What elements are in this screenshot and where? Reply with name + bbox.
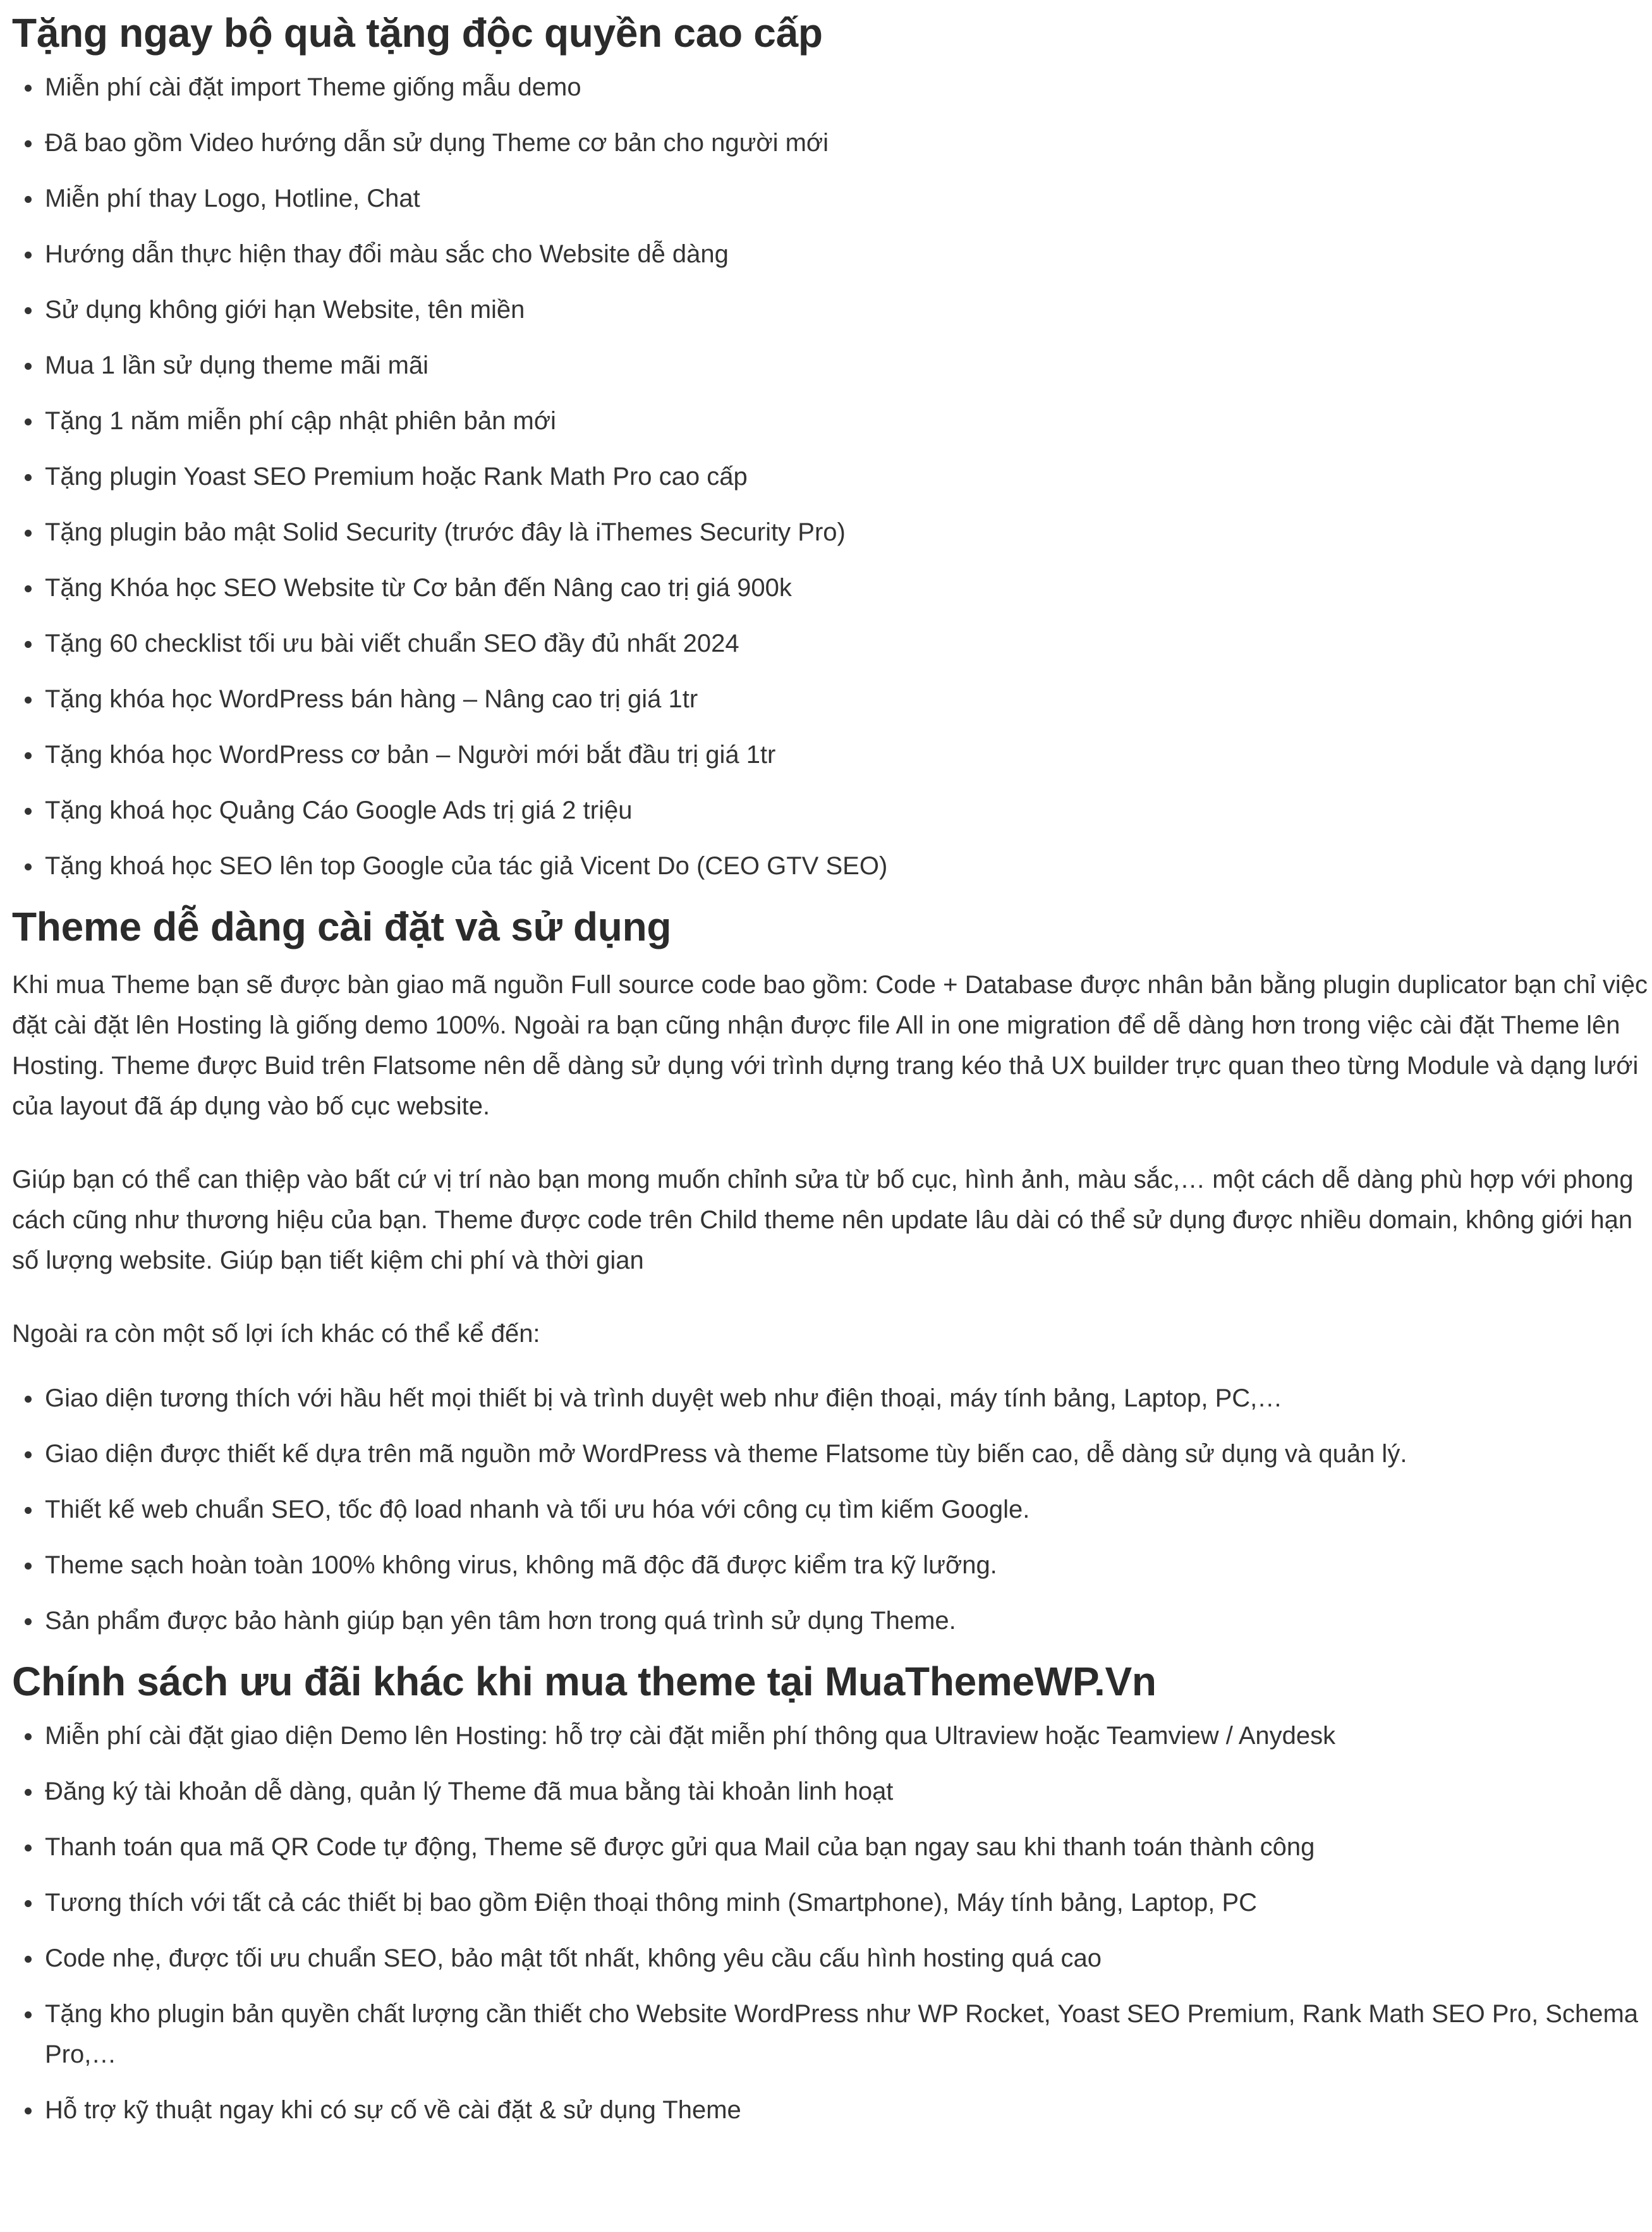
list-item: Tặng 1 năm miễn phí cập nhật phiên bản mới: [12, 401, 1652, 441]
list-item: Tương thích với tất cả các thiết bị bao gồm Điện thoại thông minh (Smartphone), Máy tính bảng, Laptop, PC: [12, 1882, 1652, 1923]
list-item: Theme sạch hoàn toàn 100% không virus, không mã độc đã được kiểm tra kỹ lưỡng.: [12, 1545, 1652, 1585]
list-item: Sản phẩm được bảo hành giúp bạn yên tâm hơn trong quá trình sử dụng Theme.: [12, 1601, 1652, 1641]
benefits-list: [12, 1378, 1652, 1641]
policy-list: [12, 1716, 1652, 2130]
list-item: Miễn phí cài đặt giao diện Demo lên Hosting: hỗ trợ cài đặt miễn phí thông qua Ultraview hoặc Teamview / Anydesk: [12, 1716, 1652, 1756]
list-item: Miễn phí thay Logo, Hotline, Chat: [12, 178, 1652, 219]
article-content: [0, 8, 1652, 2130]
list-item: Mua 1 lần sử dụng theme mãi mãi: [12, 345, 1652, 386]
list-item: Thanh toán qua mã QR Code tự động, Theme sẽ được gửi qua Mail của bạn ngay sau khi thanh toán thành công: [12, 1827, 1652, 1867]
list-item: Tặng plugin bảo mật Solid Security (trước đây là iThemes Security Pro): [12, 512, 1652, 552]
gifts-list: [12, 67, 1652, 886]
list-item: Đăng ký tài khoản dễ dàng, quản lý Theme đã mua bằng tài khoản linh hoạt: [12, 1771, 1652, 1812]
list-item: Tặng khoá học SEO lên top Google của tác giả Vicent Do (CEO GTV SEO): [12, 846, 1652, 886]
list-item: Tặng 60 checklist tối ưu bài viết chuẩn SEO đầy đủ nhất 2024: [12, 623, 1652, 664]
paragraph-source-code: Khi mua Theme bạn sẽ được bàn giao mã nguồn Full source code bao gồm: Code + Database được nhân bản bằng plugin duplicator bạn chỉ việc đặt cài đặt lên Hosting là giống demo 100%. Ngoài ra bạn cũng nhận được file All in one migration để dễ dàng hơn trong việc cài đặt Theme lên Hosting. Theme được Buid trên Flatsome nên dễ dàng sử dụng với trình dựng trang kéo thả UX builder trực quan theo từng Module và dạng lưới của layout đã áp dụng vào bố cục website.: [12, 971, 1648, 1120]
list-item: Tặng kho plugin bản quyền chất lượng cần thiết cho Website WordPress như WP Rocket, Yoast SEO Premium, Rank Math SEO Pro, Schema Pro,…: [12, 1994, 1652, 2075]
list-item: Thiết kế web chuẩn SEO, tốc độ load nhanh và tối ưu hóa với công cụ tìm kiếm Google.: [12, 1489, 1652, 1530]
paragraph-customization: Giúp bạn có thể can thiệp vào bất cứ vị trí nào bạn mong muốn chỉnh sửa từ bố cục, hình ảnh, màu sắc,… một cách dễ dàng phù hợp với phong cách cũng như thương hiệu của bạn. Theme được code trên Child theme nên update lâu dài có thể sử dụng được nhiều domain, không giới hạn số lượng website. Giúp bạn tiết kiệm chi phí và thời gian: [12, 1166, 1634, 1274]
list-item: Đã bao gồm Video hướng dẫn sử dụng Theme cơ bản cho người mới: [12, 123, 1652, 163]
list-item: Hướng dẫn thực hiện thay đổi màu sắc cho Website dễ dàng: [12, 234, 1652, 274]
section-heading-theme: Theme dễ dàng cài đặt và sử dụng: [12, 904, 672, 949]
list-item: Tặng plugin Yoast SEO Premium hoặc Rank Math Pro cao cấp: [12, 456, 1652, 497]
section-heading-gifts: Tặng ngay bộ quà tặng độc quyền cao cấp: [12, 10, 823, 56]
list-item: Sử dụng không giới hạn Website, tên miền: [12, 290, 1652, 330]
paragraph-benefits-intro: Ngoài ra còn một số lợi ích khác có thể kể đến:: [12, 1320, 540, 1348]
list-item: Giao diện được thiết kế dựa trên mã nguồn mở WordPress và theme Flatsome tùy biến cao, dễ dàng sử dụng và quản lý.: [12, 1434, 1652, 1474]
list-item: Hỗ trợ kỹ thuật ngay khi có sự cố về cài đặt & sử dụng Theme: [12, 2090, 1652, 2130]
list-item: Tặng khóa học WordPress bán hàng – Nâng cao trị giá 1tr: [12, 679, 1652, 719]
list-item: Miễn phí cài đặt import Theme giống mẫu demo: [12, 67, 1652, 107]
list-item: Tặng khóa học WordPress cơ bản – Người mới bắt đầu trị giá 1tr: [12, 735, 1652, 775]
section-heading-policy: Chính sách ưu đãi khác khi mua theme tại MuaThemeWP.Vn: [12, 1659, 1157, 1704]
list-item: Tặng Khóa học SEO Website từ Cơ bản đến Nâng cao trị giá 900k: [12, 568, 1652, 608]
list-item: Code nhẹ, được tối ưu chuẩn SEO, bảo mật tốt nhất, không yêu cầu cấu hình hosting quá cao: [12, 1938, 1652, 1979]
list-item: Giao diện tương thích với hầu hết mọi thiết bị và trình duyệt web như điện thoại, máy tính bảng, Laptop, PC,…: [12, 1378, 1652, 1418]
list-item: Tặng khoá học Quảng Cáo Google Ads trị giá 2 triệu: [12, 790, 1652, 831]
